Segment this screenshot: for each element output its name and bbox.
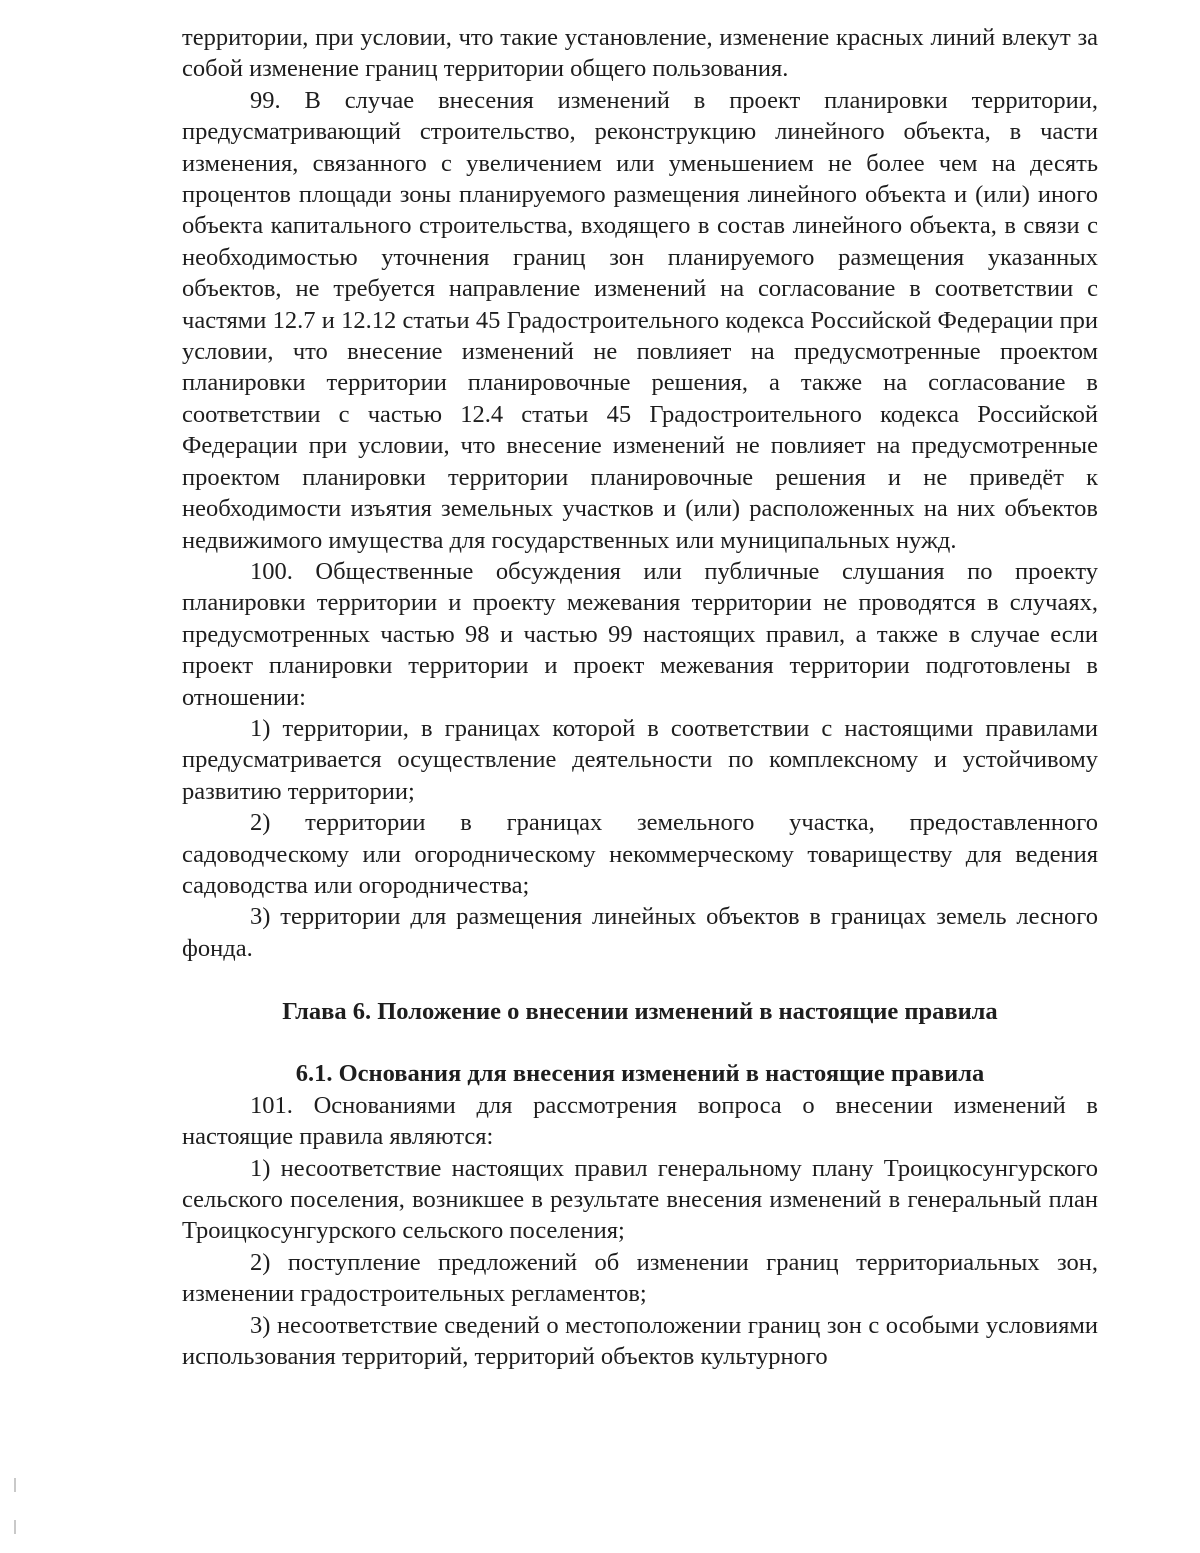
paragraph-101-item-3: 3) несоответствие сведений о местоположении границ зон с особыми условиями использования территорий, территорий объектов культурного xyxy=(182,1311,1098,1371)
paragraph-99: 99. В случае внесения изменений в проект планировки территории, предусматривающий строительство, реконструкцию линейного объекта, в части изменения, связанного с увеличением или уменьшением не более чем на десять процентов площади зоны планируемого размещения линейного объекта и (или) иного объекта капитального строительства, входящего в состав линейного объекта, в связи с необходимостью уточнения границ зон планируемого размещения указанных объектов, не требуется направление изменений на согласование в соответствии с частями 12.7 и 12.12 статьи 45 Градостроительного кодекса Российской Федерации при условии, что внесение изменений не повлияет на предусмотренные проектом планировки территории планировочные решения, а также на согласование в соответствии с частью 12.4 статьи 45 Градостроительного кодекса Российской Федерации при условии, что внесение изменений не повлияет на предусмотренные проектом планировки территории планировочные решения и не приведёт к необходимости изъятия земельных участков и (или) расположенных на них объектов недвижимого имущества для государственных или муниципальных нужд. xyxy=(182,86,1098,554)
section-heading: 6.1. Основания для внесения изменений в настоящие правила xyxy=(295,1060,985,1088)
paragraph-continuation: территории, при условии, что такие установление, изменение красных линий влекут за собой изменение границ территории общего пользования. xyxy=(182,24,1098,83)
chapter-heading: Глава 6. Положение о внесении изменений в настоящие правила xyxy=(282,997,998,1025)
spacer xyxy=(182,964,1098,995)
paragraph-100: 100. Общественные обсуждения или публичные слушания по проекту планировки территории и проекту межевания территории не проводятся в случаях, предусмотренных частью 98 и частью 99 настоящих правил, а также в случае если проект планировки территории и проект межевания территории подготовлены в отношении: xyxy=(182,557,1098,711)
paragraph-101: 101. Основаниями для рассмотрения вопроса о внесении изменений в настоящие правила являются: xyxy=(182,1091,1098,1151)
paragraph-100-item-3: 3) территории для размещения линейных объектов в границах земель лесного фонда. xyxy=(182,903,1098,962)
scan-edge-mark xyxy=(14,1478,16,1492)
paragraph-100-item-2: 2) территории в границах земельного участка, предоставленного садоводческому или огородническому некоммерческому товариществу для ведения садоводства или огородничества; xyxy=(182,809,1098,899)
paragraph-101-item-2: 2) поступление предложений об изменении границ территориальных зон, изменении градостроительных регламентов; xyxy=(182,1248,1098,1308)
scan-edge-mark xyxy=(14,1520,16,1534)
document-page xyxy=(182,22,1098,1372)
paragraph-101-item-1: 1) несоответствие настоящих правил генеральному плану Троицкосунгурского сельского поселения, возникшее в результате внесения изменений в генеральный план Троицкосунгурского сельского поселения; xyxy=(182,1154,1098,1245)
paragraph-100-item-1: 1) территории, в границах которой в соответствии с настоящими правилами предусматривается осуществление деятельности по комплексному и устойчивому развитию территории; xyxy=(182,714,1098,805)
spacer xyxy=(182,1027,1098,1058)
